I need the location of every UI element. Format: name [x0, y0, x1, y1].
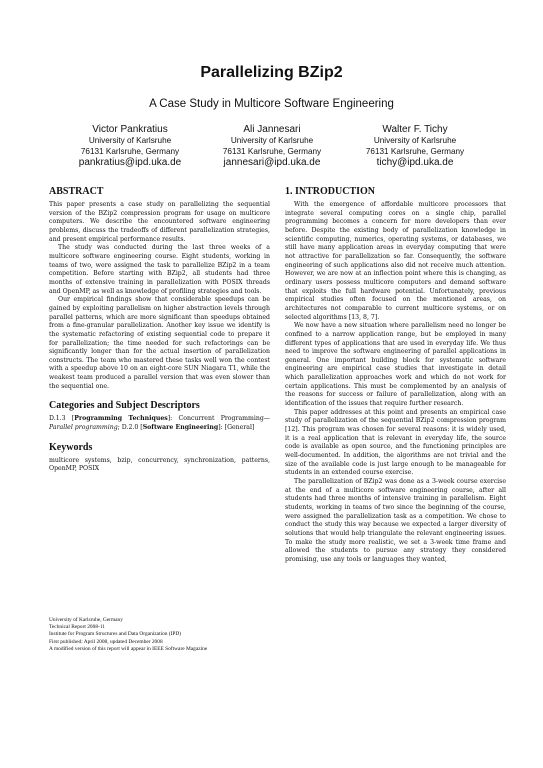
categories-fragment: D.1.3 [ — [49, 415, 75, 423]
author-address: 76131 Karlsruhe, Germany — [222, 147, 322, 156]
paper-title: Parallelizing BZip2 — [200, 64, 343, 81]
categories-heading: Categories and Subject Descriptors — [49, 400, 200, 412]
intro-paragraph: With the emergence of affordable multicore processors that integrate several computing cores on a single chip, parallel programming becomes a concern for more developers than ever before. Despite the existing body of parallelization knowledge in scientific computing, numerics, operating systems, or databases, we still have many application areas in everyday computing that were not attractive for parallelization so far. Consequently, the software engineering of such applications also did not receive much attention. However, we are now at an inflection point where this is changing, as ordinary users possess multicore computers and demand software that exploits the full hardware potential. Unfortunately, previous empirical studies often focused on the mentioned areas, on architectures not comparable to current multicore systems, or on selected algorithms [13, 8, 7]. — [285, 201, 506, 321]
categories-fragment: ]: [General] — [218, 424, 255, 432]
keywords-text: multicore systems, bzip, concurrency, synchronization, patterns, OpenMP, POSIX — [49, 456, 270, 473]
left-column — [49, 186, 270, 474]
author-block — [325, 124, 505, 169]
right-column — [285, 186, 506, 565]
author-affiliation: University of Karlsruhe — [373, 136, 457, 145]
author-email: tichy@ipd.uka.de — [376, 157, 454, 168]
keywords-heading: Keywords — [49, 441, 93, 453]
categories-term: Software Engineering — [142, 424, 219, 432]
abstract-heading: ABSTRACT — [49, 186, 104, 197]
footnote-line: First published: April 2008, updated December 2008 — [49, 638, 163, 645]
author-affiliation: University of Karlsruhe — [88, 136, 172, 145]
footnote — [49, 617, 279, 653]
intro-paragraph: This paper addresses at this point and presents an empirical case study of parallelization of the sequential BZip2 compression program [12]. This program was chosen for several reasons: it is widely used, it is a real application that is relevant in everyday life, the source code is available as open source, and the functioning principles are well-documented. In addition, the algorithms are not trivial and the size of the available code is just large enough to be manageable for students in an extended course exercise. — [285, 408, 506, 477]
intro-paragraph: We now have a new situation where parallelism need no longer be confined to a narrow application range, but be employed in many different types of applications that are used in everyday life. We thus need to improve the software engineering of parallel applications in general. One important building block for systematic software engineering are empirical case studies that investigate in detail which parallelization approaches work and which do not work for certain applications. This must be complemented by an analysis of the reasons for success or failure of parallelization, along with an identification of the issues that require further research. — [285, 322, 506, 408]
paper-subtitle: A Case Study in Multicore Software Engineering — [149, 98, 394, 110]
footnote-line: A modified version of this report will appear in IEEE Software Magazine — [49, 645, 208, 652]
introduction-heading: 1. INTRODUCTION — [285, 186, 376, 197]
author-affiliation: University of Karlsruhe — [230, 136, 314, 145]
categories-text — [49, 415, 270, 432]
author-name: Walter F. Tichy — [382, 124, 448, 135]
author-name: Ali Jannesari — [243, 124, 301, 135]
categories-term: Parallel programming — [49, 424, 118, 432]
categories-fragment: ; D.2.0 [ — [117, 424, 143, 432]
author-address: 76131 Karlsruhe, Germany — [80, 147, 180, 156]
abstract-paragraph: Our empirical findings show that considerable speedups can be gained by exploiting parallelism on higher abstraction levels through parallel patterns, which are more significant than speedups obtained from a fine-granular parallelization. Another key issue we identify is the systematic refactoring of existing sequential code to prepare it for parallelization; the time needed for such refactorings can be significantly longer than for the actual insertion of parallelization constructs. The team who mastered these tasks well won the contest with a speedup above 10 on an eight-core SUN Niagara T1, while the weakest team produced a parallel version that was even slower than the sequential one. — [49, 296, 270, 390]
categories-fragment: ]: Concurrent Programming— — [167, 415, 270, 423]
categories-term: Programming Techniques — [74, 415, 168, 423]
author-name: Victor Pankratius — [92, 124, 168, 135]
abstract-paragraph: The study was conducted during the last three weeks of a multicore software engineering course. Eight students, working in teams of two, were assigned the task to parallelize BZip2 in a team competition. Before starting with BZip2, all students had three months of extensive training in parallelization with POSIX threads and OpenMP, as well as knowledge of profiling strategies and tools. — [49, 244, 270, 295]
author-email: pankratius@ipd.uka.de — [78, 157, 182, 168]
footnote-line: Technical Report 2008-11 — [49, 624, 106, 631]
intro-paragraph: The parallelization of BZip2 was done as a 3-week course exercise at the end of a multicore software engineering course, after all students had three months of intensive training in parallelism. Eight students, working in teams of two since the beginning of the course, were assigned the parallelization task as a competition. We chose to conduct the study this way because we expected a larger diversity of solutions that would help triangulate the relevant engineering issues. To make the study more realistic, we set a 3-week time frame and allowed the students to pursue any strategy they considered promising, use any tools or languages they wanted, — [285, 478, 506, 563]
author-address: 76131 Karlsruhe, Germany — [365, 147, 465, 156]
abstract-paragraph: This paper presents a case study on parallelizing the sequential version of the BZip2 compression program for usage on multicore computers. We describe the encountered software engineering problems, discuss the tradeoffs of different parallelization strategies, and present empirical performance results. — [49, 201, 270, 243]
footnote-line: University of Karlsruhe, Germany — [49, 617, 123, 623]
footnote-line: Institute for Program Structures and Data Organization (IPD) — [49, 631, 182, 638]
author-email: jannesari@ipd.uka.de — [223, 157, 321, 168]
